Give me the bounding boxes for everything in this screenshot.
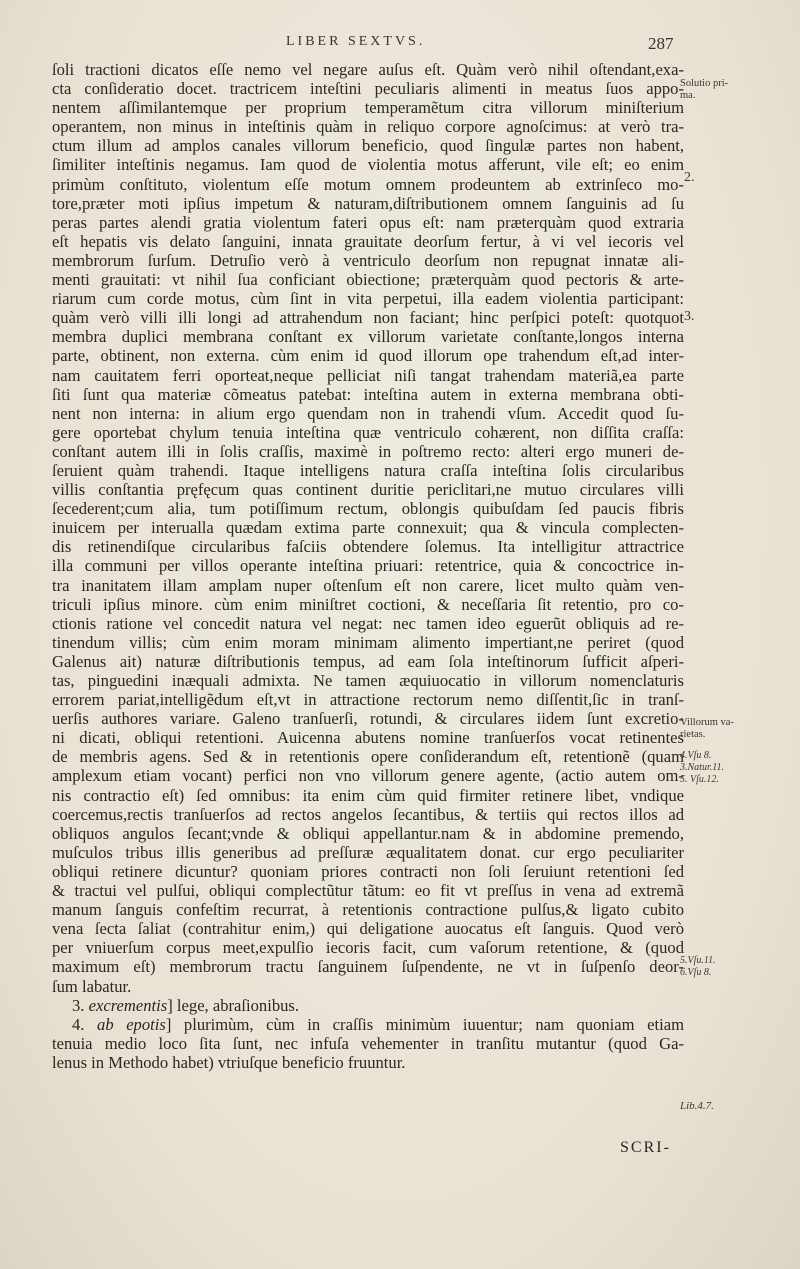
note-lemma: ab epotis (97, 1014, 166, 1034)
text-line: ſecederent;cum alia, tum potiſſimum rectum, oblongis quibuſdam ſed paucis fibris (52, 499, 684, 519)
margin-refs-galen: 4.Vſu 8. 3.Natur.11. 5. Vſu.12. (680, 750, 724, 785)
text-line: dis retinendiſque circularibus faſciis obtendere ſolemus. Ita intelligitur attractrice (52, 537, 684, 557)
note-number: 4. (72, 1014, 85, 1034)
text-line: tas, pinguedini inæquali admixta. Ne tamen æquiuocatio in villorum nomenclaturis (52, 671, 684, 690)
text-line: maximum eſt) membrorum tractu ſanguinem ſuſpendente, ne vt in ſuſpenſo deor- (52, 957, 684, 977)
margin-note-villorum: Villorum va- rietas. (680, 717, 734, 740)
text-line: muſculos tribus illis generibus ad preſſuræ æqualitatem donat. cur ergo peculiariter (52, 842, 684, 862)
text-line: uerſis authores variare. Galeno tranſuerſi, rotundi, & circulares iidem ſunt excretio- (52, 709, 684, 729)
note-text: ] lege, abraſionibus. (167, 995, 300, 1015)
margin-number-3: 3. (684, 309, 695, 324)
text-line: de membris agens. Sed & in retentionis opere conſiderandum eſt, retentionẽ (quam (52, 747, 684, 767)
text-line: lenus in Methodo habet) vtriuſque beneficio fruuntur. (52, 1052, 406, 1072)
text-line: ctum illum ad amplos canales villorum beneficio, quod ſingulæ partes non habent, (52, 136, 684, 156)
text-line: ſiti ſunt qua materiæ cõmeatus patebat: inteſtina autem in externa membrana obti- (52, 384, 684, 404)
text-line: tra inanitatem illam amplam nuper oſtenſum eſt non carere, licet multo quàm ven- (52, 575, 684, 595)
text-line: obliqui retinere dicuntur? quoniam priores contracti non ſoli ſeruiunt retentioni ſed (52, 861, 684, 881)
text-line: Galenus ait) naturæ diſtributionis tempus, ad eam ſola inteſtinorum ſufficit aſperi- (52, 651, 684, 671)
margin-refs-vsu: 5.Vſu.11. 6.Vſu 8. (680, 955, 716, 978)
text-line: peras partes alendi gratia violentum fateri opus eſt: nam præterquàm quod extraria (52, 212, 684, 232)
text-line: & tractui vel pulſui, obliqui complectũtur tãtum: eo fit vt preſſus in vena ad extremã (52, 881, 684, 901)
margin-note-solutio: Solutio pri- ma. (680, 78, 729, 101)
text-line: nentem aſſimilantemque per proprium temperamẽtum citra villorum miniſterium (52, 98, 684, 118)
text-line: nis contractio eſt) ſed omnibus: ita enim cùm quid firmiter retinere libet, vndique (52, 785, 684, 805)
text-line: errorem pariat,intelligẽdum eſt,vt in attractione rectorum nemo diſſentit,ſic in tranſ- (52, 690, 684, 710)
text-line: obliquos angulos ſecant;vnde & obliqui appellantur.nam & in abdomine premendo, (52, 823, 684, 843)
margin-number-2: 2. (684, 170, 695, 185)
text-line: triculi ipſius minore. cùm enim miniſtret coctioni, & neceſſaria ſit retentio, pro co- (52, 594, 684, 614)
marginal-notes (680, 0, 795, 1269)
text-line: illa communi per villos operante inteſtina priuari: retentrice, quia & concoctrice in- (52, 556, 684, 576)
text-line: nam cauitatem ferri oporteat,neque pelliciat niſi tangat trahendam materiã,ea parte (52, 365, 684, 385)
note-line-4 (52, 1015, 684, 1034)
note-number: 3. (72, 995, 85, 1015)
text-line: quàm verò villi illi longi ad attrahendum non faciant; hinc perſpici poteſt: quotquot (52, 308, 684, 328)
main-text-block (52, 60, 684, 1072)
page-number: 287 (648, 34, 674, 53)
text-line: per vniuerſum corpus meet,expulſio iecoris facit, cum vaſorum retentione, & (quod (52, 938, 684, 958)
text-line: ſoli tractioni dicatos eſſe nemo vel negare auſus eſt. Quàm verò nihil oſtendant,exa- (52, 60, 684, 79)
text-line: riarum cum corde motus, cùm ſint in vita perpetui, illa eadem violentia participant: (52, 289, 684, 309)
text-line: cta conſideratio docet. tractricem inteſtini peculiaris alimenti in meatus ſuos appo- (52, 79, 684, 99)
note-line-3 (52, 996, 684, 1015)
text-line: manum ſanguis confeſtim recurrat, à retentionis contractione pulſus,& ligato cubito (52, 900, 684, 920)
text-line: amplexum etiam vocant) perfici non vno villorum genere agente, (actio autem om- (52, 766, 684, 786)
text-line: coercemus,rectis tranſuerſos ad rectos angelos ſecantibus, & tertiis qui rectos illos ad (52, 804, 684, 824)
text-line: ni dicati, obliqui retentioni. Auicenna abutens nomine tranſuerſos vocat retinentes (52, 728, 684, 748)
text-line: menti grauitati: vt nihil ſua conficiant obiectione; præterquàm quod pectoris & arte- (52, 270, 684, 290)
text-line: eſt hepatis vis delato ſanguini, innata grauitate deorſum fertur, à vi vel iecoris vel (52, 231, 684, 251)
running-head: LIBER SEXTVS. (286, 34, 426, 49)
text-line: operantem, non minus in inteſtinis quàm in reliquo corpore agnoſcimus: at verò tra- (52, 117, 684, 137)
text-line: villis conſtantia pręfęcum quas continent duritie periclitari,ne mutuo circulares villi (52, 480, 684, 500)
text-line: membra duplici membrana conſtant ex villorum varietate conſtante,longos interna (52, 327, 684, 347)
text-line: nent non interna: in alium ergo quendam non in trahendi vſum. Accedit quod ſu- (52, 403, 684, 423)
text-line: vena ſecta ſaliat (contrahitur enim,) qui deligatione auocatus eſt ſanguis. Quod verò (52, 919, 684, 939)
margin-ref-lib: Lib.4.7. (680, 1100, 714, 1112)
text-line: ſimiliter inteſtinis negamus. Iam quod de violentia motus afferunt, vile eſt; eo enim (52, 155, 684, 175)
text-line: ſum labatur. (52, 976, 132, 996)
note-text: ] plurimùm, cùm in craſſis minimùm iuuentur; nam quoniam etiam (165, 1014, 684, 1034)
text-line: conſtant autem illi in ſolis craſſis, maximè in poſtremo recto: alteri ergo muneri de- (52, 441, 684, 461)
text-line: membrorum ſurſum. Detruſio verò à ventriculo deorſum non repugnat innatæ ali- (52, 250, 684, 270)
text-line: tenuia medio loco ſita ſunt, nec infuſa vehementer in tranſitu mutantur (quod Ga- (52, 1033, 684, 1053)
text-line: ctionis ratione vel concedit natura vel negat: nec tamen ideo eguerũt obliquis ad re- (52, 613, 684, 633)
text-line: gere oportebat chylum tenuia inteſtina quæ ventriculo cohærent, non diſſita craſſa: (52, 422, 684, 442)
text-line: inuicem per interualla quædam extima parte connexuit; qua & vincula complecten- (52, 518, 684, 538)
text-line: tore,præter moti ipſius impetum & naturam,diſtributionem omnem ſanguinis ad ſu (52, 193, 684, 213)
text-line: tinendum villis; cùm enim moram minimam alimento impertiant,ne periret (quod (52, 632, 684, 652)
note-lemma: excrementis (88, 995, 168, 1015)
text-line: ſeruient quàm trahendi. Itaque intelligens natura craſſa inteſtina ſolis circularibus (52, 460, 684, 480)
text-line: parte, obtinent, non externa. cùm enim id quod illorum ope trahendum eſt,ad inter- (52, 346, 684, 366)
catchword: SCRI- (620, 1139, 671, 1156)
text-line: primùm conſtituto, violentum eſſe motum omnem prodeuntem ab extrinſeco mo- (52, 174, 684, 194)
